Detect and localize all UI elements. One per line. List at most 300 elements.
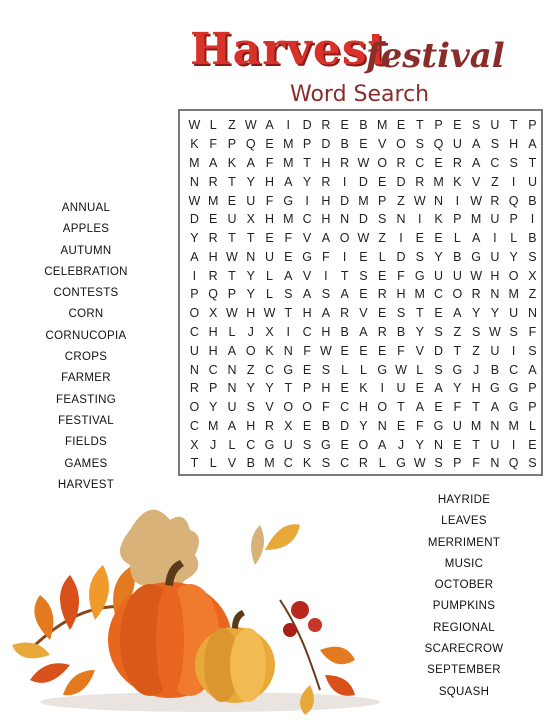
grid-letter[interactable]: E (453, 118, 462, 133)
grid-letter[interactable]: T (509, 118, 518, 133)
grid-letter[interactable]: Y (415, 324, 424, 339)
grid-letter[interactable]: E (359, 249, 368, 264)
grid-letter[interactable]: T (472, 437, 480, 452)
grid-letter[interactable]: W (188, 193, 201, 208)
grid-letter[interactable]: F (397, 343, 405, 358)
grid-letter[interactable]: A (471, 155, 481, 170)
grid-letter[interactable]: Y (415, 437, 424, 452)
grid-letter[interactable]: F (322, 249, 330, 264)
grid-letter[interactable]: R (208, 231, 218, 246)
grid-letter[interactable]: Y (246, 268, 255, 283)
grid-letter[interactable]: R (321, 118, 331, 133)
grid-letter[interactable]: R (415, 174, 425, 189)
grid-letter[interactable]: R (265, 418, 275, 433)
grid-letter[interactable]: C (189, 324, 199, 339)
grid-letter[interactable]: E (528, 437, 537, 452)
grid-letter[interactable]: G (264, 437, 275, 452)
grid-letter[interactable]: L (341, 362, 349, 377)
grid-letter[interactable]: D (358, 212, 368, 227)
grid-letter[interactable]: B (321, 418, 331, 433)
grid-letter[interactable]: E (302, 362, 312, 377)
grid-letter[interactable]: D (340, 418, 350, 433)
grid-letter[interactable]: G (490, 381, 500, 396)
grid-letter[interactable]: A (284, 268, 293, 283)
grid-letter[interactable]: X (246, 212, 255, 227)
grid-letter[interactable]: M (508, 287, 519, 302)
grid-letter[interactable]: W (488, 324, 501, 339)
grid-letter[interactable]: S (471, 118, 481, 133)
grid-letter[interactable]: M (376, 118, 388, 133)
grid-letter[interactable]: Y (453, 381, 462, 396)
grid-letter[interactable]: E (340, 381, 349, 396)
grid-letter[interactable]: T (528, 155, 537, 170)
grid-letter[interactable]: D (396, 249, 406, 264)
grid-letter[interactable]: Q (508, 456, 519, 471)
grid-letter[interactable]: V (227, 456, 237, 471)
grid-letter[interactable]: E (434, 306, 443, 321)
grid-letter[interactable]: I (286, 118, 291, 133)
grid-letter[interactable]: B (340, 324, 349, 339)
grid-letter[interactable]: X (284, 418, 293, 433)
grid-letter[interactable]: X (209, 306, 218, 321)
grid-letter[interactable]: W (413, 193, 426, 208)
grid-letter[interactable]: D (189, 212, 199, 227)
grid-letter[interactable]: P (227, 287, 237, 302)
grid-letter[interactable]: B (359, 118, 368, 133)
grid-letter[interactable]: L (378, 456, 386, 471)
grid-letter[interactable]: C (208, 362, 218, 377)
grid-letter[interactable]: M (508, 418, 519, 433)
grid-letter[interactable]: O (358, 437, 369, 452)
grid-letter[interactable]: B (528, 193, 537, 208)
grid-letter[interactable]: N (434, 193, 444, 208)
grid-letter[interactable]: I (305, 193, 309, 208)
grid-letter[interactable]: F (528, 324, 537, 339)
grid-letter[interactable]: J (210, 437, 217, 452)
grid-letter[interactable]: P (509, 212, 518, 227)
grid-letter[interactable]: E (415, 381, 424, 396)
grid-letter[interactable]: R (358, 456, 368, 471)
grid-letter[interactable]: Z (397, 193, 405, 208)
grid-letter[interactable]: I (511, 437, 516, 452)
grid-letter[interactable]: M (207, 418, 219, 433)
grid-letter[interactable]: Z (528, 287, 537, 302)
grid-letter[interactable]: M (470, 212, 482, 227)
grid-letter[interactable]: Y (359, 418, 368, 433)
grid-letter[interactable]: E (378, 343, 387, 358)
grid-letter[interactable]: N (490, 287, 500, 302)
grid-letter[interactable]: U (189, 343, 199, 358)
grid-letter[interactable]: S (284, 287, 293, 302)
grid-letter[interactable]: L (528, 418, 536, 433)
grid-letter[interactable]: M (283, 212, 294, 227)
grid-letter[interactable]: V (265, 400, 274, 415)
grid-letter[interactable]: A (528, 362, 537, 377)
grid-letter[interactable]: P (378, 193, 387, 208)
grid-letter[interactable]: S (509, 324, 518, 339)
grid-letter[interactable]: V (302, 231, 312, 246)
grid-letter[interactable]: C (509, 362, 519, 377)
grid-letter[interactable]: P (528, 381, 537, 396)
grid-letter[interactable]: W (357, 155, 370, 170)
grid-letter[interactable]: M (189, 155, 200, 170)
grid-letter[interactable]: N (377, 418, 387, 433)
grid-letter[interactable]: N (396, 212, 406, 227)
grid-letter[interactable]: F (209, 137, 217, 152)
grid-letter[interactable]: V (471, 174, 481, 189)
grid-letter[interactable]: H (321, 324, 331, 339)
grid-letter[interactable]: N (490, 456, 500, 471)
grid-letter[interactable]: A (378, 437, 387, 452)
grid-letter[interactable]: Z (453, 324, 462, 339)
grid-letter[interactable]: B (340, 137, 349, 152)
grid-letter[interactable]: D (358, 174, 368, 189)
grid-letter[interactable]: N (283, 343, 293, 358)
grid-letter[interactable]: S (528, 249, 537, 264)
grid-letter[interactable]: F (265, 155, 274, 170)
grid-letter[interactable]: S (490, 137, 500, 152)
grid-letter[interactable]: O (508, 268, 519, 283)
grid-letter[interactable]: V (415, 343, 424, 358)
grid-letter[interactable]: U (509, 306, 519, 321)
grid-letter[interactable]: O (283, 400, 294, 415)
grid-letter[interactable]: O (245, 343, 256, 358)
grid-letter[interactable]: A (359, 324, 368, 339)
grid-letter[interactable]: U (227, 212, 237, 227)
grid-letter[interactable]: O (189, 306, 200, 321)
grid-letter[interactable]: D (302, 118, 312, 133)
grid-letter[interactable]: S (471, 324, 481, 339)
grid-letter[interactable]: H (358, 400, 368, 415)
grid-letter[interactable]: R (452, 155, 462, 170)
grid-letter[interactable]: W (226, 249, 238, 264)
grid-letter[interactable]: Y (246, 174, 255, 189)
grid-letter[interactable]: T (228, 231, 236, 246)
grid-letter[interactable]: T (284, 381, 293, 396)
grid-letter[interactable]: Z (228, 118, 236, 133)
grid-letter[interactable]: V (378, 137, 387, 152)
grid-letter[interactable]: B (453, 249, 462, 264)
grid-letter[interactable]: E (340, 343, 349, 358)
grid-letter[interactable]: K (434, 212, 443, 227)
grid-letter[interactable]: Y (490, 306, 500, 321)
grid-letter[interactable]: Q (433, 137, 444, 152)
grid-letter[interactable]: W (470, 268, 483, 283)
grid-letter[interactable]: I (418, 212, 422, 227)
grid-letter[interactable]: I (455, 193, 460, 208)
grid-letter[interactable]: U (452, 418, 462, 433)
grid-letter[interactable]: P (434, 118, 443, 133)
grid-letter[interactable]: C (434, 287, 444, 302)
grid-letter[interactable]: C (340, 456, 350, 471)
grid-letter[interactable]: E (302, 418, 312, 433)
grid-letter[interactable]: A (302, 287, 312, 302)
grid-letter[interactable]: U (490, 249, 500, 264)
grid-letter[interactable]: R (321, 174, 331, 189)
grid-letter[interactable]: E (265, 231, 274, 246)
grid-letter[interactable]: F (472, 456, 480, 471)
grid-letter[interactable]: Y (471, 306, 481, 321)
grid-letter[interactable]: A (434, 381, 443, 396)
grid-letter[interactable]: I (286, 324, 291, 339)
grid-letter[interactable]: G (508, 400, 519, 415)
grid-letter[interactable]: B (246, 456, 255, 471)
grid-letter[interactable]: E (359, 343, 368, 358)
grid-letter[interactable]: T (303, 155, 311, 170)
grid-letter[interactable]: N (189, 174, 199, 189)
grid-letter[interactable]: J (397, 437, 405, 452)
grid-letter[interactable]: W (263, 306, 276, 321)
grid-letter[interactable]: C (302, 324, 312, 339)
grid-letter[interactable]: C (302, 212, 312, 227)
grid-letter[interactable]: K (265, 343, 274, 358)
grid-letter[interactable]: P (190, 287, 199, 302)
grid-letter[interactable]: E (284, 249, 293, 264)
grid-letter[interactable]: H (509, 137, 519, 152)
grid-letter[interactable]: G (452, 362, 463, 377)
grid-letter[interactable]: Z (246, 362, 255, 377)
grid-letter[interactable]: S (378, 212, 387, 227)
grid-letter[interactable]: E (396, 418, 406, 433)
grid-letter[interactable]: Z (378, 231, 387, 246)
grid-letter[interactable]: T (228, 174, 236, 189)
grid-letter[interactable]: W (188, 118, 201, 133)
grid-letter[interactable]: X (528, 268, 537, 283)
grid-letter[interactable]: N (227, 381, 237, 396)
grid-letter[interactable]: Y (302, 174, 312, 189)
grid-letter[interactable]: W (357, 231, 370, 246)
grid-letter[interactable]: O (302, 400, 312, 415)
grid-letter[interactable]: O (452, 287, 463, 302)
grid-letter[interactable]: A (340, 287, 349, 302)
grid-letter[interactable]: E (434, 231, 443, 246)
grid-letter[interactable]: P (528, 118, 537, 133)
grid-letter[interactable]: A (453, 306, 462, 321)
grid-letter[interactable]: R (208, 174, 218, 189)
grid-letter[interactable]: E (378, 174, 387, 189)
grid-letter[interactable]: D (396, 174, 406, 189)
grid-letter[interactable]: H (490, 268, 500, 283)
grid-letter[interactable]: P (453, 212, 462, 227)
grid-letter[interactable]: U (283, 437, 293, 452)
grid-letter[interactable]: S (415, 249, 424, 264)
grid-letter[interactable]: M (207, 193, 219, 208)
grid-letter[interactable]: Z (472, 343, 480, 358)
grid-letter[interactable]: N (434, 437, 444, 452)
grid-letter[interactable]: U (434, 268, 444, 283)
grid-letter[interactable]: I (493, 231, 497, 246)
grid-letter[interactable]: K (453, 174, 462, 189)
grid-letter[interactable]: S (509, 155, 518, 170)
grid-letter[interactable]: G (414, 268, 425, 283)
grid-letter[interactable]: A (190, 249, 199, 264)
grid-letter[interactable]: T (397, 400, 405, 415)
grid-letter[interactable]: U (490, 118, 500, 133)
grid-letter[interactable]: K (359, 381, 368, 396)
grid-letter[interactable]: Y (246, 287, 255, 302)
grid-letter[interactable]: K (227, 155, 237, 170)
grid-letter[interactable]: R (377, 287, 387, 302)
grid-letter[interactable]: M (283, 137, 294, 152)
grid-letter[interactable]: S (396, 306, 406, 321)
grid-letter[interactable]: T (472, 400, 480, 415)
grid-letter[interactable]: T (415, 118, 424, 133)
grid-letter[interactable]: G (471, 249, 481, 264)
grid-letter[interactable]: E (434, 400, 443, 415)
grid-letter[interactable]: C (246, 437, 256, 452)
grid-letter[interactable]: U (490, 343, 500, 358)
grid-letter[interactable]: S (246, 400, 255, 415)
grid-letter[interactable]: I (342, 249, 347, 264)
grid-letter[interactable]: C (189, 418, 199, 433)
grid-letter[interactable]: N (490, 418, 500, 433)
grid-letter[interactable]: A (209, 155, 218, 170)
grid-letter[interactable]: R (340, 306, 350, 321)
grid-letter[interactable]: E (359, 137, 368, 152)
grid-letter[interactable]: E (227, 193, 237, 208)
grid-letter[interactable]: G (396, 456, 406, 471)
grid-letter[interactable]: C (415, 155, 425, 170)
grid-letter[interactable]: T (228, 268, 236, 283)
grid-letter[interactable]: A (227, 418, 237, 433)
grid-letter[interactable]: W (413, 456, 426, 471)
grid-letter[interactable]: N (189, 362, 199, 377)
grid-letter[interactable]: U (490, 437, 500, 452)
grid-letter[interactable]: C (265, 362, 275, 377)
grid-letter[interactable]: V (302, 268, 312, 283)
grid-letter[interactable]: H (302, 306, 312, 321)
grid-letter[interactable]: F (322, 400, 330, 415)
grid-letter[interactable]: E (359, 287, 368, 302)
grid-letter[interactable]: F (453, 400, 462, 415)
grid-letter[interactable]: X (190, 437, 199, 452)
grid-letter[interactable]: R (490, 193, 500, 208)
grid-letter[interactable]: H (321, 155, 331, 170)
grid-letter[interactable]: C (283, 456, 293, 471)
grid-letter[interactable]: O (396, 137, 406, 152)
grid-letter[interactable]: U (227, 400, 237, 415)
grid-letter[interactable]: N (227, 362, 237, 377)
grid-letter[interactable]: F (415, 418, 424, 433)
grid-letter[interactable]: O (377, 155, 388, 170)
grid-letter[interactable]: Q (508, 193, 519, 208)
grid-letter[interactable]: U (265, 249, 275, 264)
grid-letter[interactable]: M (264, 456, 275, 471)
grid-letter[interactable]: U (246, 193, 256, 208)
grid-letter[interactable]: L (266, 287, 273, 302)
grid-letter[interactable]: S (321, 456, 331, 471)
grid-letter[interactable]: Z (491, 174, 499, 189)
grid-letter[interactable]: S (321, 287, 331, 302)
grid-letter[interactable]: H (321, 381, 331, 396)
grid-letter[interactable]: U (452, 137, 462, 152)
grid-letter[interactable]: P (453, 456, 462, 471)
grid-letter[interactable]: T (246, 231, 255, 246)
grid-letter[interactable]: R (189, 381, 199, 396)
grid-letter[interactable]: P (302, 137, 312, 152)
grid-letter[interactable]: H (208, 343, 218, 358)
grid-letter[interactable]: I (399, 231, 403, 246)
grid-letter[interactable]: A (321, 306, 331, 321)
grid-letter[interactable]: G (283, 362, 294, 377)
grid-letter[interactable]: A (265, 118, 274, 133)
grid-letter[interactable]: A (321, 231, 331, 246)
grid-letter[interactable]: B (396, 324, 406, 339)
grid-letter[interactable]: P (227, 137, 237, 152)
grid-letter[interactable]: S (359, 268, 368, 283)
grid-letter[interactable]: O (189, 400, 200, 415)
grid-letter[interactable]: M (470, 418, 482, 433)
grid-letter[interactable]: R (208, 268, 218, 283)
grid-letter[interactable]: L (510, 231, 518, 246)
grid-letter[interactable]: E (396, 118, 406, 133)
grid-letter[interactable]: E (453, 437, 462, 452)
grid-letter[interactable]: G (377, 362, 388, 377)
grid-letter[interactable]: B (528, 231, 537, 246)
grid-letter[interactable]: G (283, 193, 294, 208)
grid-letter[interactable]: V (359, 306, 368, 321)
grid-letter[interactable]: L (228, 437, 236, 452)
grid-letter[interactable]: T (415, 306, 424, 321)
grid-letter[interactable]: H (246, 306, 256, 321)
grid-letter[interactable]: L (416, 362, 424, 377)
grid-letter[interactable]: P (209, 381, 218, 396)
grid-letter[interactable]: H (246, 418, 256, 433)
grid-letter[interactable]: C (490, 155, 500, 170)
grid-letter[interactable]: T (340, 268, 349, 283)
grid-letter[interactable]: I (380, 381, 384, 396)
grid-letter[interactable]: E (340, 118, 349, 133)
grid-letter[interactable]: R (396, 155, 406, 170)
grid-letter[interactable]: S (415, 137, 424, 152)
grid-letter[interactable]: Y (190, 231, 199, 246)
grid-letter[interactable]: N (340, 212, 350, 227)
grid-letter[interactable]: S (528, 343, 537, 358)
grid-letter[interactable]: G (320, 437, 331, 452)
grid-letter[interactable]: A (528, 137, 537, 152)
grid-letter[interactable]: D (321, 137, 331, 152)
grid-letter[interactable]: K (302, 456, 312, 471)
grid-letter[interactable]: H (396, 287, 406, 302)
grid-letter[interactable]: W (319, 343, 332, 358)
grid-letter[interactable]: H (471, 381, 481, 396)
grid-letter[interactable]: N (246, 249, 256, 264)
grid-letter[interactable]: S (434, 324, 443, 339)
grid-letter[interactable]: G (433, 418, 444, 433)
grid-letter[interactable]: E (265, 137, 274, 152)
grid-letter[interactable]: M (414, 287, 425, 302)
grid-letter[interactable]: L (209, 456, 217, 471)
grid-letter[interactable]: D (340, 193, 350, 208)
grid-letter[interactable]: Y (265, 381, 274, 396)
grid-letter[interactable]: I (342, 174, 347, 189)
grid-letter[interactable]: L (378, 249, 386, 264)
grid-letter[interactable]: E (434, 155, 443, 170)
grid-letter[interactable]: P (302, 381, 312, 396)
grid-letter[interactable]: L (359, 362, 367, 377)
grid-letter[interactable]: E (340, 437, 349, 452)
grid-letter[interactable]: C (340, 400, 350, 415)
grid-letter[interactable]: Y (209, 400, 218, 415)
grid-letter[interactable]: X (265, 324, 274, 339)
grid-letter[interactable]: E (209, 212, 218, 227)
grid-letter[interactable]: I (192, 268, 197, 283)
grid-letter[interactable]: H (321, 193, 331, 208)
grid-letter[interactable]: S (434, 456, 443, 471)
grid-letter[interactable]: F (284, 231, 293, 246)
grid-letter[interactable]: A (490, 400, 500, 415)
grid-letter[interactable]: H (321, 212, 331, 227)
